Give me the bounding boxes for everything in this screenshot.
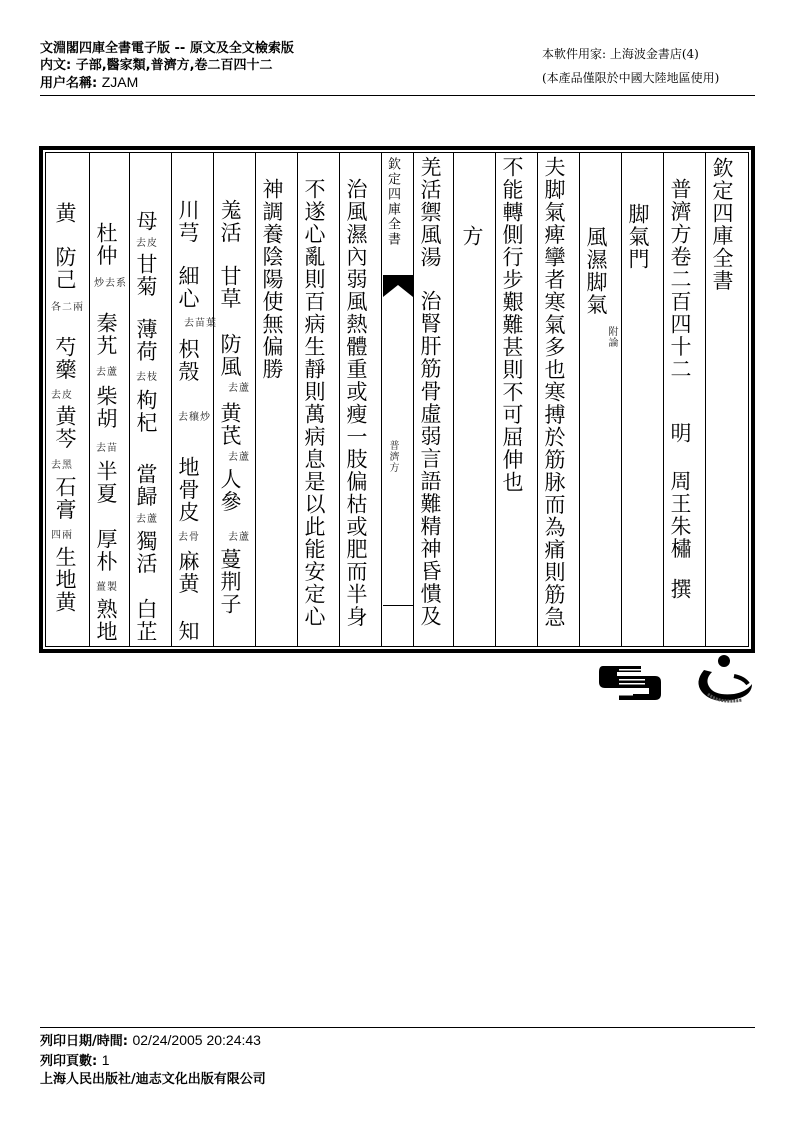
column-divider: [537, 153, 538, 646]
ingredient-note: 去蘆: [228, 532, 250, 543]
ingredient-note: 去蘆: [136, 514, 158, 525]
subsection-note: 附論: [606, 326, 617, 348]
print-datetime-line: [40, 1031, 266, 1051]
user-name: ZJAM: [101, 74, 139, 90]
ingredient: 防風: [218, 333, 242, 378]
user-label: 用户名稱:: [40, 76, 102, 91]
recipe-name: 羌活禦風湯: [418, 156, 442, 269]
ingredient-note: 去蘆: [96, 367, 118, 378]
center-book-title: 欽定四庫全書: [385, 157, 400, 247]
ingredient: 知: [176, 620, 200, 643]
column-divider: [171, 153, 172, 646]
fishtail-mark-icon: [383, 275, 413, 297]
text-column: 不遂心亂則百病生靜則萬病息是以此能安定心: [302, 178, 326, 628]
ingredient-note: 去蘆: [228, 452, 250, 463]
text-column: 不能轉側行步艱難甚則不可屈伸也: [500, 156, 524, 494]
column-divider: [579, 153, 580, 646]
column-divider: [495, 153, 496, 646]
ingredient-note: 去蘆: [228, 383, 250, 394]
column-divider: [129, 153, 130, 646]
ingredient: 柴胡: [94, 385, 118, 430]
ingredient: 獨活: [134, 530, 158, 575]
header-info: [40, 40, 294, 92]
footer-divider: [40, 1027, 755, 1028]
ingredient: 薄荷: [134, 318, 158, 363]
center-separator: [383, 605, 413, 606]
ingredient-note: 去苗: [96, 443, 118, 454]
ingredient: 厚朴: [94, 528, 118, 573]
ingredient: 羗活: [218, 199, 242, 244]
compiled-by: 撰: [668, 578, 692, 601]
column-divider: [255, 153, 256, 646]
ingredient: 當歸: [134, 463, 158, 508]
ingredient: 石膏: [53, 476, 77, 521]
ingredient-note: 去穰炒: [178, 412, 211, 423]
ingredient: 枳殼: [176, 338, 200, 383]
dizhi-culture-logo-icon: [690, 652, 754, 708]
ingredient: 甘草: [218, 265, 242, 310]
publisher: 上海人民出版社/迪志文化出版有限公司: [40, 1072, 266, 1087]
text-column: 神調養陰陽使無偏勝: [260, 178, 284, 381]
content-path-line: [40, 57, 294, 74]
ingredient: 枸杞: [134, 389, 158, 434]
ingredient-note: 炒去系: [94, 278, 127, 289]
center-book-name: 普濟方: [387, 440, 398, 473]
header-divider: [40, 95, 755, 96]
publisher-books-logo-icon: [597, 660, 663, 700]
ingredient: 人參: [218, 468, 242, 513]
licensee: 本軟件用家: 上海波金書店(4): [542, 47, 699, 61]
column-divider: [413, 153, 414, 646]
column-divider: [213, 153, 214, 646]
dynasty: 明: [668, 422, 692, 445]
ingredient: 母: [134, 210, 158, 233]
column-divider: [705, 153, 706, 646]
ingredient-note: 去骨: [178, 532, 200, 543]
print-pages: 1: [101, 1052, 110, 1068]
ingredient: 生地黄: [53, 546, 77, 614]
ingredient: 黄芩: [53, 405, 77, 450]
ingredient-note: 去苗葉: [184, 318, 217, 329]
ingredient: 甘菊: [134, 253, 158, 298]
ingredient: 黄: [53, 202, 77, 225]
ingredient: 熟地: [94, 598, 118, 643]
print-datetime: 02/24/2005 20:24:43: [132, 1032, 261, 1048]
column-divider: [381, 153, 382, 646]
ingredient: 杜仲: [94, 222, 118, 267]
text-column: 夫脚氣痺攣者寒氣多也寒搏於筋脉而為痛則筋急: [542, 156, 566, 629]
subsection-title: 風濕脚氣: [584, 226, 608, 316]
column-divider: [89, 153, 90, 646]
ingredient: 白芷: [134, 598, 158, 643]
book-title-column: 欽定四庫全書: [710, 157, 734, 292]
print-pages-label: 列印頁數:: [40, 1054, 102, 1069]
ingredient: 半夏: [94, 460, 118, 505]
ingredient: 麻黄: [176, 550, 200, 595]
print-datetime-label: 列印日期/時間:: [40, 1034, 133, 1049]
column-divider: [621, 153, 622, 646]
ingredient-note: 去皮: [136, 238, 158, 249]
column-divider: [663, 153, 664, 646]
region-notice: (本產品僅限於中國大陸地區使用): [542, 71, 720, 85]
ingredient: 芍藥: [53, 336, 77, 381]
ingredient: 秦艽: [94, 312, 118, 357]
ingredient: 防己: [53, 246, 77, 291]
recipe-heading: 方: [460, 225, 484, 248]
text-column: 治腎肝筋骨虛弱言語難精神昏憒及: [418, 290, 442, 628]
ingredient-note: 去枝: [136, 372, 158, 383]
ingredient-note: 各二兩: [51, 302, 84, 313]
ingredient: 蔓荆子: [218, 548, 242, 616]
ingredient-note: 去皮: [51, 390, 73, 401]
ingredient: 川芎: [176, 199, 200, 244]
text-column: 治風濕內弱風熱體重或瘦一肢偏枯或肥而半身: [344, 178, 368, 628]
column-divider: [453, 153, 454, 646]
footer-info: [40, 1031, 266, 1089]
author: 周王朱橚: [668, 470, 692, 560]
ingredient: 黄芪: [218, 402, 242, 447]
column-divider: [339, 153, 340, 646]
ingredient-note: 去黑: [51, 460, 73, 471]
ingredient: 細心: [176, 265, 200, 310]
ingredient-note: 薑製: [96, 582, 118, 593]
section-title: 脚氣門: [626, 203, 650, 271]
volume-title: 普濟方卷二百四十二: [668, 178, 692, 381]
content-path: 子部,醫家類,普濟方,卷二百四十二: [75, 58, 273, 73]
print-pages-line: [40, 1051, 266, 1071]
user-line: [40, 74, 294, 92]
ingredient-note: 四兩: [51, 530, 73, 541]
content-label: 内文:: [40, 58, 76, 73]
product-title: 文淵閣四庫全書電子版 -- 原文及全文檢索版: [40, 41, 294, 56]
license-info: [542, 42, 719, 90]
column-divider: [297, 153, 298, 646]
ingredient: 地骨皮: [176, 456, 200, 524]
